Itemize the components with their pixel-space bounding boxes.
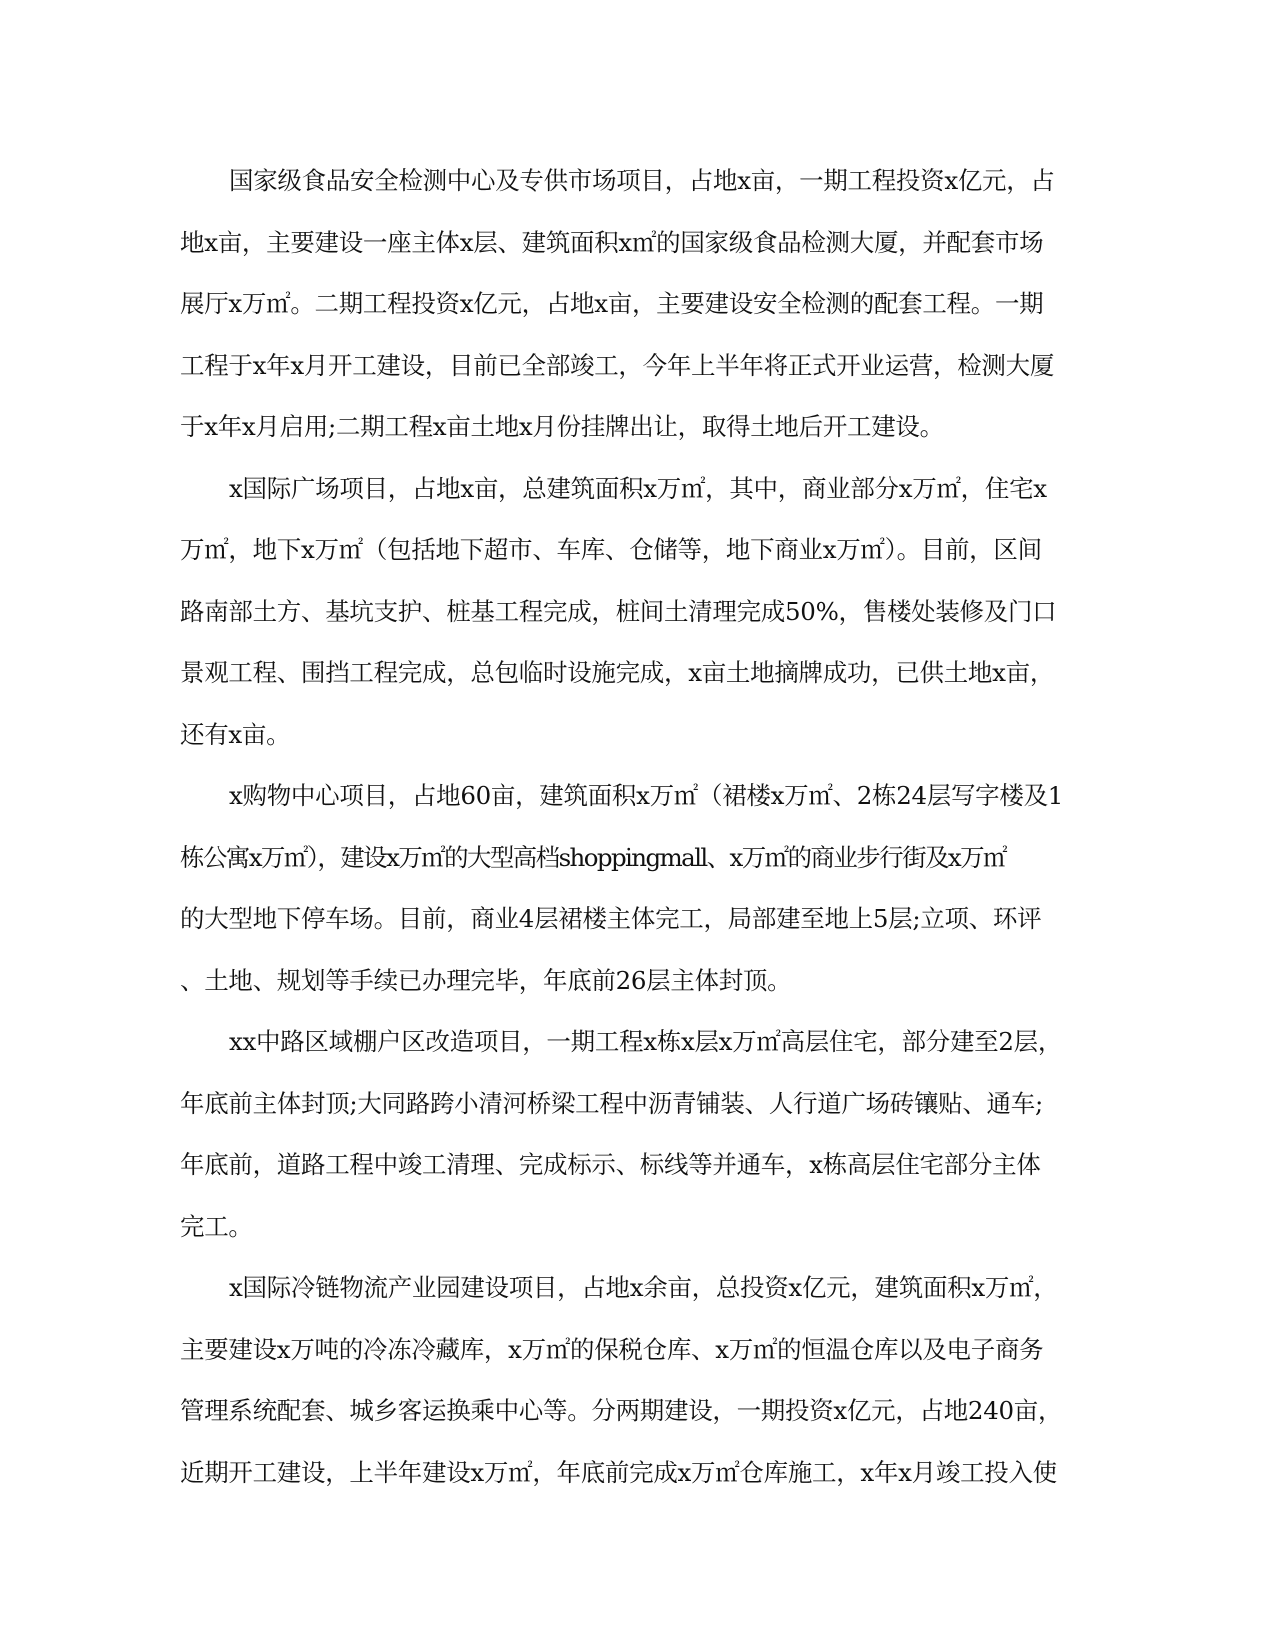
paragraph-shantytown-renovation (180, 1011, 1100, 1257)
paragraph-food-safety-center (180, 150, 1100, 458)
text-line: 主要建设x万吨的冷冻冷藏库，x万㎡的保税仓库、x万㎡的恒温仓库以及电子商务 (180, 1334, 1044, 1364)
text-line: 的大型地下停车场。目前，商业4层裙楼主体完工，局部建至地上5层;立项、环评 (180, 904, 1042, 933)
text-line: 年底前，道路工程中竣工清理、完成标示、标线等并通车，x栋高层住宅部分主体 (180, 1150, 1041, 1179)
document-body (180, 150, 1100, 1503)
text-line: 工程于x年x月开工建设，目前已全部竣工，今年上半年将正式开业运营，检测大厦 (180, 350, 1055, 380)
paragraph-shopping-center (180, 765, 1100, 1011)
text-line: 年底前主体封顶;大同路跨小清河桥梁工程中沥青铺装、人行道广场砖镶贴、通车; (180, 1088, 1043, 1118)
text-line: 还有x亩。 (180, 719, 291, 749)
text-line: x国际广场项目，占地x亩，总建筑面积x万㎡，其中，商业部分x万㎡，住宅x (229, 473, 1047, 503)
text-line: xx中路区域棚户区改造项目，一期工程x栋x层x万㎡高层住宅，部分建至2层， (229, 1027, 1063, 1056)
text-line: 展厅x万㎡。二期工程投资x亿元，占地x亩，主要建设安全检测的配套工程。一期 (180, 289, 1044, 318)
text-line: 近期开工建设，上半年建设x万㎡，年底前完成x万㎡仓库施工，x年x月竣工投入使 (180, 1457, 1057, 1487)
text-line: 栋公寓x万㎡），建设x万㎡的大型高档shoppingmall、x万㎡的商业步行街及x万㎡ (180, 842, 1006, 872)
paragraph-cold-chain-logistics (180, 1257, 1100, 1503)
text-line: 地x亩，主要建设一座主体x层、建筑面积x㎡的国家级食品检测大厦，并配套市场 (180, 227, 1044, 257)
text-line: 景观工程、围挡工程完成，总包临时设施完成，x亩土地摘牌成功，已供土地x亩， (180, 658, 1055, 687)
text-line: 国家级食品安全检测中心及专供市场项目，占地x亩，一期工程投资x亿元，占 (229, 166, 1055, 195)
text-line: 管理系统配套、城乡客运换乘中心等。分两期建设，一期投资x亿元，占地240亩， (180, 1396, 1063, 1425)
text-line: 、土地、规划等手续已办理完毕，年底前26层主体封顶。 (180, 965, 792, 995)
text-line: 于x年x月启用;二期工程x亩土地x月份挂牌出让，取得土地后开工建设。 (180, 412, 944, 441)
text-line: x国际冷链物流产业园建设项目，占地x余亩，总投资x亿元，建筑面积x万㎡， (229, 1273, 1058, 1302)
text-line: 路南部土方、基坑支护、桩基工程完成，桩间土清理完成50%，售楼处装修及门口 (180, 596, 1057, 626)
text-line: 完工。 (180, 1211, 253, 1241)
text-line: x购物中心项目，占地60亩，建筑面积x万㎡（裙楼x万㎡、2栋24层写字楼及1 (229, 781, 1064, 810)
paragraph-international-plaza (180, 458, 1100, 766)
text-line: 万㎡，地下x万㎡（包括地下超市、车库、仓储等，地下商业x万㎡）。目前，区间 (180, 535, 1042, 564)
